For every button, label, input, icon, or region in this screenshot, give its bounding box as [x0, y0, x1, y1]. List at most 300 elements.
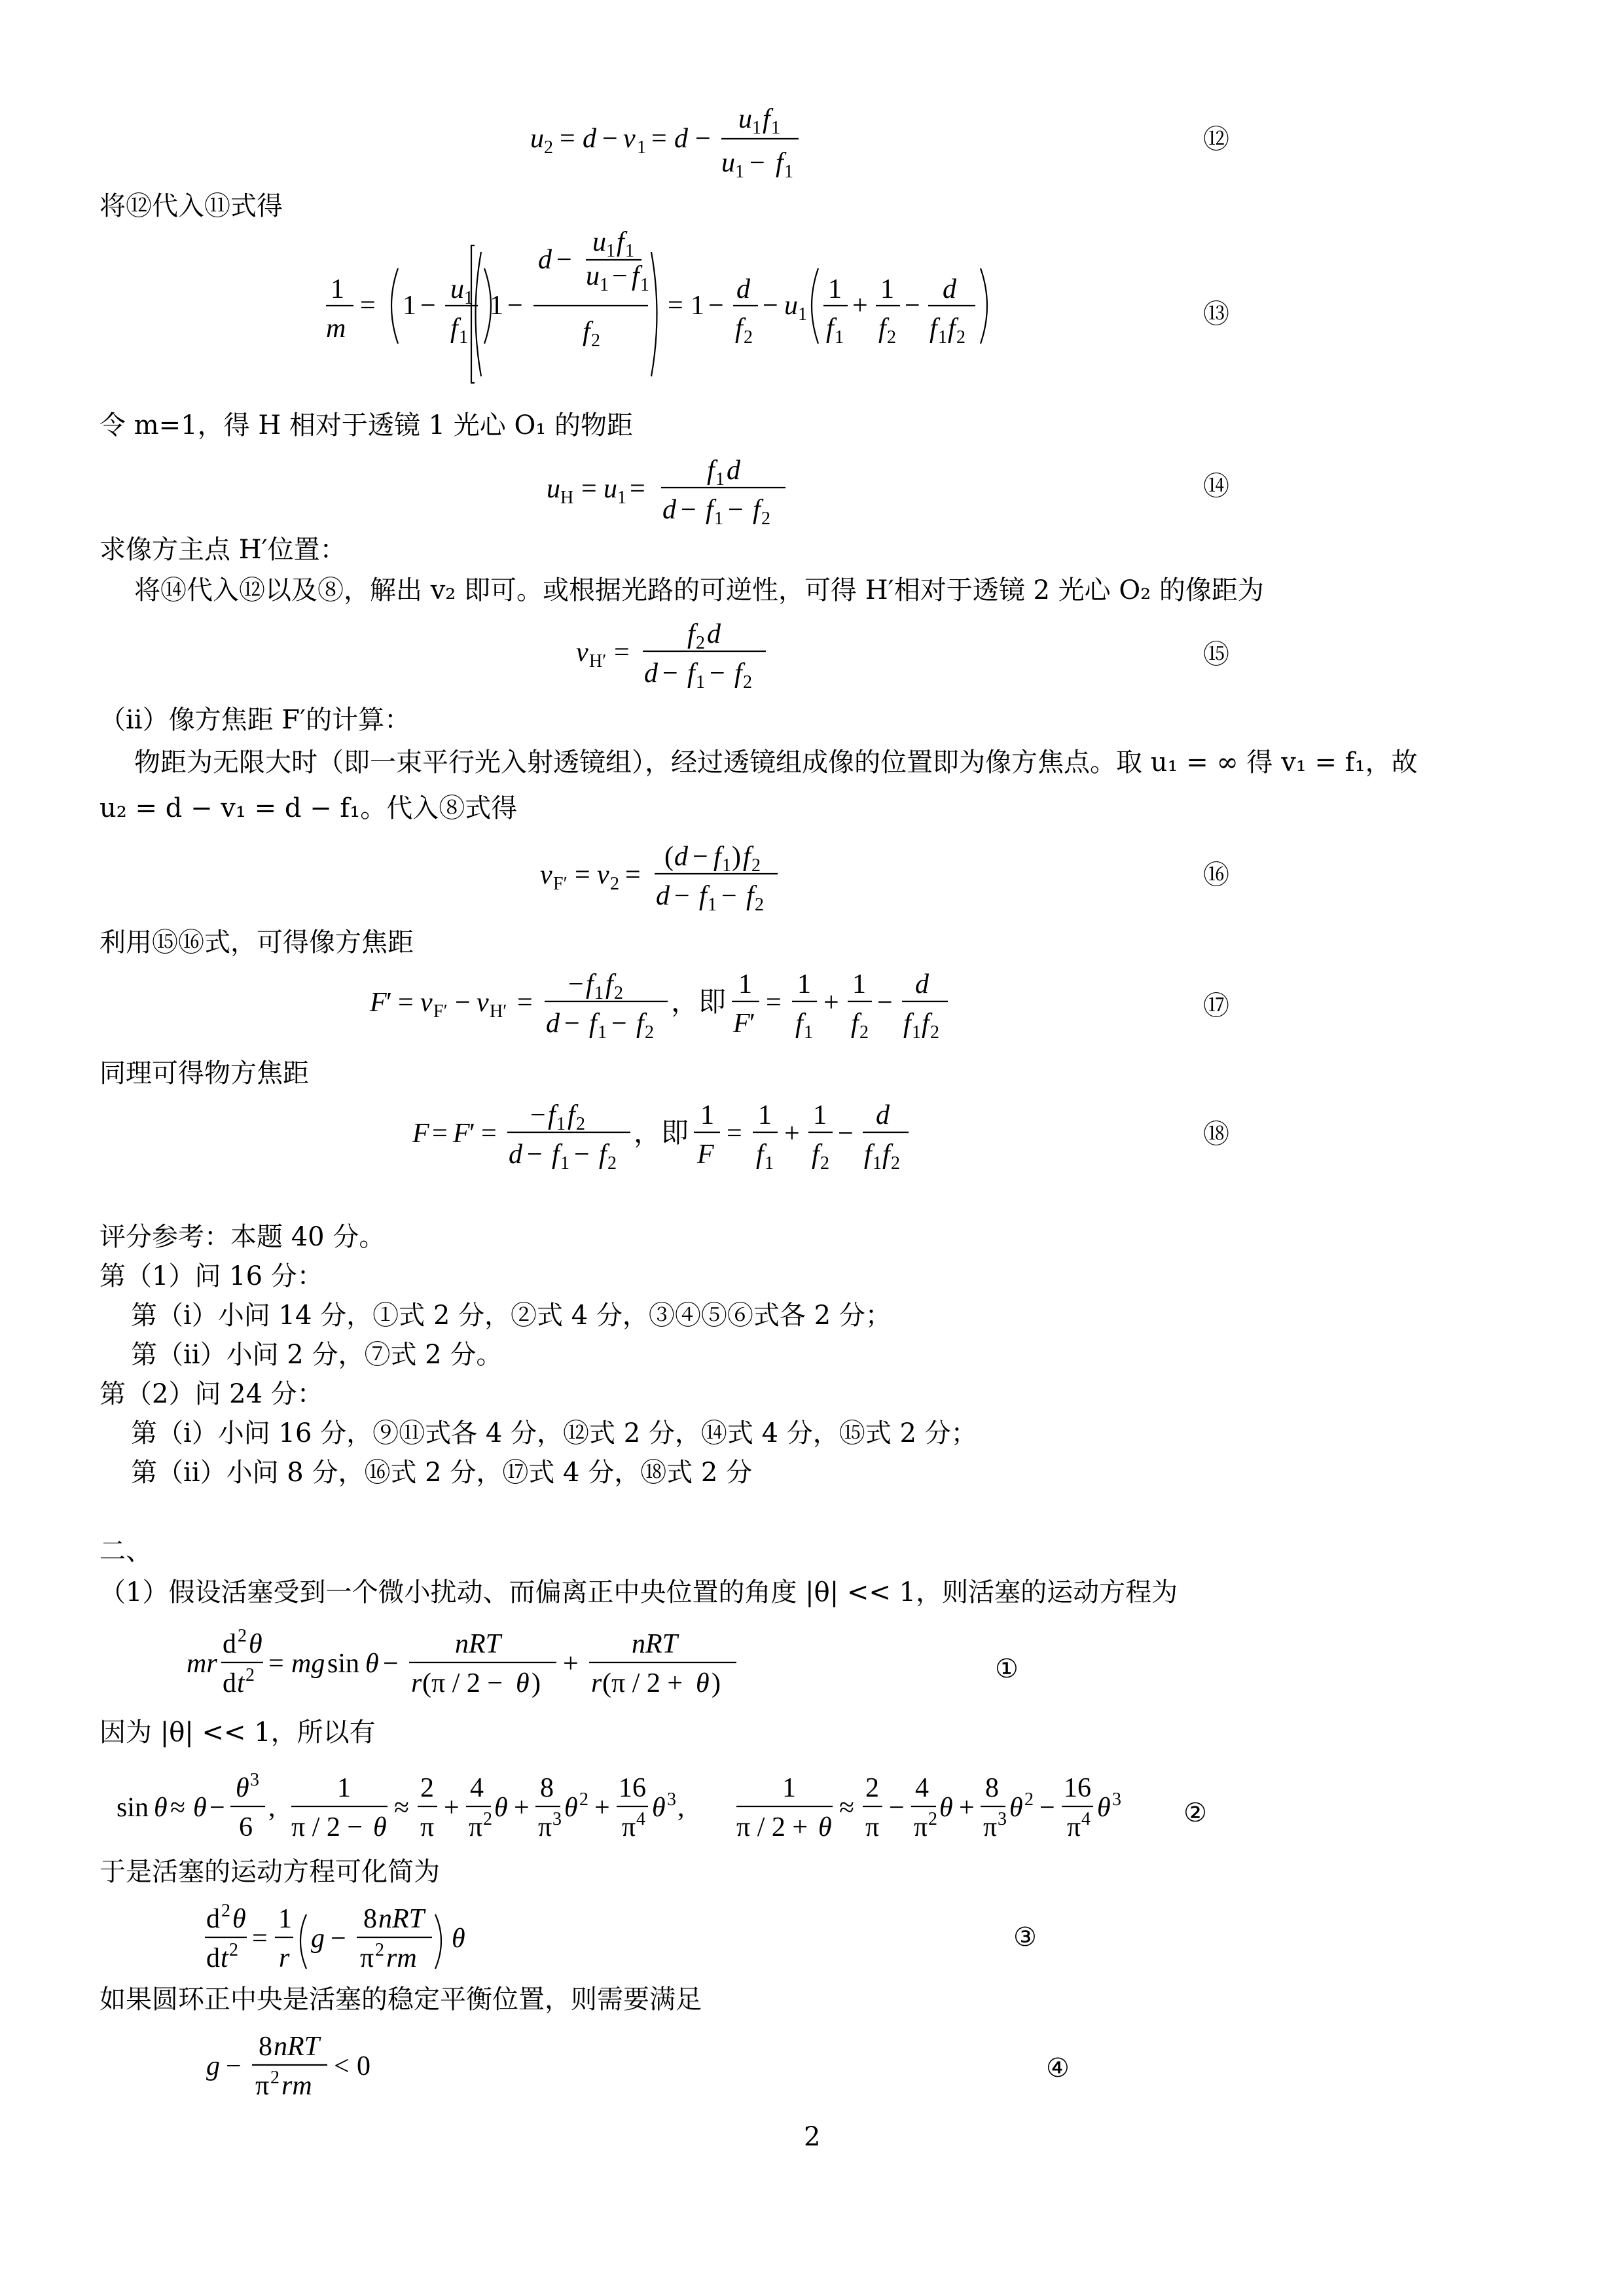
svg-text:1: 1 — [765, 1153, 774, 1174]
equation-2 — [117, 1761, 1218, 1859]
svg-text:−: − — [681, 495, 696, 525]
svg-text:1: 1 — [617, 488, 626, 508]
svg-text:4: 4 — [915, 1773, 929, 1803]
equation-12 — [157, 98, 1218, 190]
svg-text:，即: ，即 — [671, 988, 727, 1018]
svg-text:2: 2 — [743, 672, 752, 692]
svg-text:u: u — [604, 474, 617, 504]
svg-text:−: − — [226, 2051, 242, 2081]
svg-text:f: f — [795, 1009, 803, 1039]
svg-text:2: 2 — [229, 1940, 238, 1960]
svg-text:2: 2 — [1024, 1789, 1034, 1810]
svg-text:3: 3 — [250, 1770, 259, 1790]
svg-text:f: f — [713, 842, 721, 872]
svg-text:d: d — [656, 881, 670, 911]
svg-text:3: 3 — [552, 1809, 562, 1829]
svg-text:d: d — [223, 1629, 236, 1659]
svg-text:F′: F′ — [553, 874, 568, 894]
svg-text:v: v — [420, 988, 433, 1018]
paragraph: （ii）像方焦距 F′的计算： — [99, 705, 411, 735]
svg-text:d: d — [707, 619, 721, 649]
equation-3 — [157, 1892, 1218, 1983]
svg-text:−: − — [728, 495, 744, 525]
svg-text:θ: θ — [939, 1793, 953, 1823]
svg-text:=: = — [360, 291, 376, 321]
svg-text:θ: θ — [365, 1649, 379, 1679]
svg-text:−: − — [763, 291, 778, 321]
svg-text:−: − — [749, 148, 765, 178]
svg-text:d: d — [583, 124, 596, 154]
svg-text:π: π — [1067, 1812, 1081, 1842]
equation-14 — [157, 445, 1218, 530]
svg-text:2: 2 — [859, 1022, 869, 1043]
svg-text:=: = — [668, 291, 683, 321]
svg-text:4: 4 — [1081, 1809, 1091, 1829]
svg-text:2: 2 — [891, 1153, 900, 1174]
svg-text:d: d — [223, 1668, 236, 1698]
svg-text:1: 1 — [606, 241, 615, 261]
svg-text:1: 1 — [912, 1022, 921, 1043]
svg-text:3: 3 — [667, 1789, 676, 1810]
svg-text:16: 16 — [1064, 1773, 1091, 1803]
svg-text:θ: θ — [236, 1773, 249, 1803]
svg-text:1: 1 — [556, 1114, 566, 1134]
svg-text:1: 1 — [594, 983, 604, 1003]
equation-number-12: ⑫ — [1203, 124, 1229, 154]
svg-text:8: 8 — [540, 1773, 554, 1803]
scoring-line: 第（ii）小问 8 分，⑯式 2 分，⑰式 4 分，⑱式 2 分 — [131, 1458, 753, 1488]
svg-text:2: 2 — [865, 1773, 879, 1803]
svg-text:2: 2 — [761, 509, 770, 529]
svg-text:1: 1 — [804, 1022, 813, 1043]
svg-text:θ: θ — [193, 1793, 207, 1823]
svg-text:8: 8 — [363, 1904, 377, 1934]
equation-number-18: ⑱ — [1203, 1119, 1229, 1149]
svg-text:+: + — [594, 1793, 610, 1823]
svg-text:2: 2 — [591, 331, 600, 351]
svg-text:1: 1 — [560, 1153, 569, 1174]
svg-text:r: r — [279, 1943, 290, 1973]
svg-text:1: 1 — [813, 1100, 827, 1130]
svg-text:d: d — [674, 842, 688, 872]
svg-text:π: π — [538, 1812, 552, 1842]
svg-text:4: 4 — [636, 1809, 645, 1829]
svg-text:−: − — [574, 1139, 590, 1170]
svg-text:nRT: nRT — [632, 1629, 678, 1659]
svg-text:+: + — [784, 1119, 800, 1149]
svg-text:): ) — [732, 842, 741, 872]
svg-text:1: 1 — [797, 969, 811, 999]
svg-text:1: 1 — [782, 1773, 796, 1803]
svg-text:f: f — [948, 314, 956, 344]
svg-text:2: 2 — [820, 1153, 829, 1174]
svg-text:1: 1 — [278, 1904, 292, 1934]
svg-text:=: = — [398, 988, 414, 1018]
svg-text:1: 1 — [828, 274, 842, 304]
svg-text:mr: mr — [187, 1649, 217, 1679]
svg-text:=: = — [268, 1649, 284, 1679]
svg-text:+: + — [514, 1793, 530, 1823]
svg-text:−: − — [695, 124, 711, 154]
svg-text:f: f — [632, 261, 640, 291]
svg-text:θ: θ — [154, 1793, 168, 1823]
svg-text:1: 1 — [738, 969, 752, 999]
scoring-line: 第（ii）小问 2 分，⑦式 2 分。 — [131, 1340, 503, 1370]
svg-text:r: r — [591, 1668, 602, 1698]
svg-text:1: 1 — [752, 118, 761, 138]
svg-text:1: 1 — [938, 327, 947, 348]
svg-text:2: 2 — [375, 1940, 384, 1960]
svg-text:2: 2 — [930, 1022, 939, 1043]
paragraph: 因为 |θ| << 1，所以有 — [99, 1717, 376, 1748]
svg-text:2: 2 — [544, 137, 553, 158]
svg-text:f: f — [812, 1139, 820, 1170]
paragraph: 令 m=1，得 H 相对于透镜 1 光心 O₁ 的物距 — [99, 410, 634, 440]
svg-text:π / 2 +: π / 2 + — [736, 1812, 808, 1842]
svg-text:d: d — [509, 1139, 522, 1170]
svg-text:−: − — [611, 1009, 627, 1039]
svg-text:−: − — [556, 245, 572, 275]
svg-text:1: 1 — [798, 304, 807, 325]
svg-text:−: − — [905, 291, 920, 321]
svg-text:f: f — [548, 1100, 556, 1130]
svg-text:d: d — [538, 245, 552, 275]
svg-text:d: d — [915, 969, 929, 999]
scoring-title: 评分参考：本题 40 分。 — [99, 1222, 386, 1252]
svg-text:=: = — [481, 1119, 497, 1149]
page-number: 2 — [804, 2122, 821, 2152]
svg-text:f: f — [929, 314, 937, 344]
svg-text:sin: sin — [327, 1649, 360, 1679]
svg-text:2: 2 — [576, 1114, 585, 1134]
svg-text:f: f — [636, 1009, 644, 1039]
svg-text:(π / 2 −: (π / 2 − — [422, 1668, 503, 1698]
svg-text:θ: θ — [249, 1629, 262, 1659]
svg-text:−: − — [527, 1139, 543, 1170]
svg-text:π: π — [865, 1812, 880, 1842]
equation-number-1: ① — [995, 1654, 1019, 1684]
svg-text:θ: θ — [652, 1793, 666, 1823]
svg-text:π: π — [420, 1812, 435, 1842]
svg-text:u: u — [592, 227, 606, 257]
svg-text:1: 1 — [640, 275, 649, 295]
svg-text:=: = — [581, 474, 597, 504]
svg-text:f: f — [687, 658, 695, 689]
svg-text:t: t — [221, 1943, 228, 1973]
svg-text:=: = — [517, 988, 533, 1018]
svg-text:mg: mg — [291, 1649, 325, 1679]
equation-15 — [157, 609, 1218, 694]
svg-text:2: 2 — [956, 327, 965, 348]
svg-text:f: f — [735, 314, 743, 344]
svg-text:1: 1 — [691, 291, 704, 321]
svg-text:f: f — [552, 1139, 560, 1170]
svg-text:1: 1 — [771, 118, 780, 138]
svg-text:1: 1 — [708, 895, 717, 915]
svg-text:d: d — [727, 456, 740, 486]
svg-text:v: v — [540, 860, 552, 890]
svg-text:=: = — [614, 637, 630, 668]
svg-text:=: = — [651, 124, 667, 154]
svg-text:f: f — [878, 314, 886, 344]
svg-text:,: , — [677, 1793, 685, 1823]
svg-text:f: f — [882, 1139, 890, 1170]
svg-text:f: f — [583, 317, 590, 347]
svg-text:−: − — [420, 291, 436, 321]
svg-text:0: 0 — [357, 2051, 370, 2081]
svg-text:θ: θ — [452, 1924, 465, 1954]
svg-text:u: u — [586, 261, 600, 291]
svg-text:′: ′ — [469, 1119, 476, 1149]
svg-text:sin: sin — [117, 1793, 149, 1823]
svg-text:nRT: nRT — [455, 1629, 501, 1659]
section-header: 二、 — [99, 1536, 152, 1566]
svg-text:−: − — [209, 1793, 225, 1823]
svg-text:1: 1 — [637, 137, 646, 158]
svg-text:θ: θ — [1009, 1793, 1023, 1823]
svg-text:f: f — [922, 1009, 929, 1039]
svg-text:1: 1 — [758, 1100, 772, 1130]
svg-text:2: 2 — [579, 1789, 588, 1810]
svg-text:2: 2 — [744, 327, 753, 348]
svg-text:1: 1 — [873, 1153, 882, 1174]
svg-text:1: 1 — [722, 855, 731, 876]
svg-text:=: = — [432, 1119, 448, 1149]
svg-text:F: F — [697, 1139, 714, 1170]
svg-text:π: π — [255, 2071, 270, 2101]
svg-text:4: 4 — [470, 1773, 484, 1803]
svg-text:v: v — [597, 860, 609, 890]
svg-text:−: − — [693, 842, 708, 872]
svg-text:θ: θ — [494, 1793, 508, 1823]
svg-text:+: + — [444, 1793, 460, 1823]
svg-text:1: 1 — [331, 274, 344, 304]
svg-text:f: f — [851, 1009, 859, 1039]
svg-text:θ: θ — [373, 1812, 387, 1842]
svg-text:−: − — [674, 881, 690, 911]
equation-16 — [157, 831, 1218, 916]
svg-text:2: 2 — [245, 1665, 255, 1685]
svg-text:−: − — [1039, 1793, 1055, 1823]
svg-text:f: f — [599, 1139, 607, 1170]
svg-text:v: v — [623, 124, 636, 154]
svg-text:u: u — [721, 148, 735, 178]
svg-text:f: f — [707, 456, 715, 486]
svg-text:): ) — [532, 1668, 541, 1698]
svg-text:θ: θ — [1097, 1793, 1111, 1823]
svg-text:π / 2 −: π / 2 − — [291, 1812, 363, 1842]
svg-text:2: 2 — [887, 327, 896, 348]
svg-text:−: − — [662, 658, 678, 689]
svg-text:1: 1 — [835, 327, 844, 348]
svg-text:2: 2 — [270, 2068, 280, 2088]
svg-text:2: 2 — [751, 855, 761, 876]
equation-number-17: ⑰ — [1203, 991, 1229, 1021]
svg-text:16: 16 — [619, 1773, 646, 1803]
paragraph: （1）假设活塞受到一个微小扰动、而偏离正中央位置的角度 |θ| << 1，则活塞的运动方程为 — [99, 1577, 1178, 1607]
paragraph: 同理可得物方焦距 — [99, 1058, 309, 1088]
svg-text:d: d — [943, 274, 956, 304]
svg-text:rm: rm — [281, 2071, 312, 2101]
svg-text:f: f — [568, 1100, 575, 1130]
svg-text:≈: ≈ — [394, 1793, 410, 1823]
equation-number-13: ⑬ — [1203, 299, 1229, 329]
svg-text:u: u — [450, 274, 464, 304]
svg-text:f: f — [706, 495, 713, 525]
scoring-line: 第（2）问 24 分： — [99, 1379, 323, 1409]
svg-text:−: − — [708, 291, 724, 321]
svg-text:−: − — [564, 1009, 580, 1039]
svg-text:v: v — [576, 637, 588, 668]
svg-text:(π / 2 +: (π / 2 + — [602, 1668, 683, 1698]
equation-number-2: ② — [1183, 1798, 1207, 1828]
svg-text:6: 6 — [239, 1812, 253, 1842]
svg-text:1: 1 — [598, 1022, 607, 1043]
svg-text:θ: θ — [818, 1812, 832, 1842]
svg-text:1: 1 — [625, 241, 634, 261]
svg-text:d: d — [644, 658, 658, 689]
svg-text:π: π — [469, 1812, 483, 1842]
svg-text:1: 1 — [600, 275, 609, 295]
svg-text:=: = — [727, 1119, 742, 1149]
svg-text:d: d — [876, 1100, 890, 1130]
svg-text:1: 1 — [490, 291, 503, 321]
svg-text:f: f — [589, 1009, 597, 1039]
equation-number-14: ⑭ — [1203, 471, 1229, 501]
svg-text:2: 2 — [420, 1773, 434, 1803]
svg-text:2: 2 — [928, 1809, 937, 1829]
svg-text:−: − — [507, 291, 523, 321]
svg-text:1: 1 — [784, 162, 793, 182]
svg-text:1: 1 — [337, 1773, 351, 1803]
svg-text:θ: θ — [696, 1668, 710, 1698]
svg-text:f: f — [743, 842, 751, 872]
svg-text:1: 1 — [852, 969, 866, 999]
scoring-line: 第（i）小问 16 分，⑨⑪式各 4 分，⑫式 2 分，⑭式 4 分，⑮式 2 分； — [131, 1418, 977, 1448]
svg-text:−: − — [612, 261, 628, 291]
svg-text:f: f — [903, 1009, 911, 1039]
svg-text:′: ′ — [749, 1009, 756, 1039]
paragraph: 物距为无限大时（即一束平行光入射透镜组），经过透镜组成像的位置即为像方焦点。取 u₁ = ∞ 得 v₁ = f₁，故 — [134, 747, 1418, 778]
svg-text:2: 2 — [483, 1809, 492, 1829]
svg-text:f: f — [776, 148, 784, 178]
svg-text:8: 8 — [259, 2032, 272, 2062]
svg-text:g: g — [311, 1924, 325, 1954]
svg-text:rm: rm — [386, 1943, 417, 1973]
svg-text:d: d — [206, 1904, 220, 1934]
svg-text:f: f — [763, 104, 770, 134]
svg-text:1: 1 — [700, 1100, 714, 1130]
svg-text:F: F — [412, 1119, 429, 1149]
equation-18 — [157, 1090, 1218, 1175]
svg-text:nRT: nRT — [274, 2032, 320, 2062]
svg-text:−: − — [530, 1100, 546, 1130]
svg-text:f: f — [450, 314, 458, 344]
svg-text:2: 2 — [696, 633, 705, 653]
svg-text:−: − — [383, 1649, 399, 1679]
svg-text:f: f — [746, 881, 754, 911]
svg-text:π: π — [983, 1812, 998, 1842]
svg-text:−: − — [877, 988, 893, 1018]
svg-text:2: 2 — [221, 1901, 230, 1921]
svg-text:1: 1 — [714, 509, 723, 529]
svg-text:d: d — [662, 495, 676, 525]
equation-13 — [157, 227, 1218, 396]
svg-text:2: 2 — [238, 1626, 247, 1646]
svg-text:m: m — [326, 314, 346, 344]
equation-number-3: ③ — [1013, 1922, 1037, 1952]
scoring-line: 第（1）问 16 分： — [99, 1261, 323, 1291]
svg-text:f: f — [826, 314, 834, 344]
svg-text:3: 3 — [1112, 1789, 1121, 1810]
svg-text:1: 1 — [880, 274, 894, 304]
svg-text:θ: θ — [232, 1904, 246, 1934]
svg-text:d: d — [206, 1943, 220, 1973]
paragraph: 将⑭代入⑫以及⑧，解出 v₂ 即可。或根据光路的可逆性，可得 H′相对于透镜 2 光心 O₂ 的像距为 — [134, 575, 1264, 605]
svg-text:f: f — [756, 1139, 764, 1170]
equation-number-4: ④ — [1046, 2053, 1070, 2083]
svg-text:u: u — [738, 104, 752, 134]
svg-text:f: f — [617, 227, 624, 257]
svg-text:=: = — [630, 474, 645, 504]
svg-text:d: d — [546, 1009, 560, 1039]
svg-text:≈: ≈ — [170, 1793, 186, 1823]
svg-text:2: 2 — [755, 895, 764, 915]
equation-1 — [157, 1617, 1218, 1708]
svg-text:1: 1 — [403, 291, 416, 321]
paragraph: 利用⑮⑯式，可得像方焦距 — [99, 927, 414, 958]
svg-text:=: = — [560, 124, 575, 154]
svg-text:f: f — [753, 495, 761, 525]
svg-text:F: F — [453, 1119, 470, 1149]
svg-text:): ) — [712, 1668, 721, 1698]
svg-text:u: u — [784, 291, 798, 321]
svg-text:F: F — [370, 988, 387, 1018]
paragraph: u₂ = d − v₁ = d − f₁。代入⑧式得 — [99, 793, 518, 823]
scoring-line: 第（i）小问 14 分，①式 2 分，②式 4 分，③④⑤⑥式各 2 分； — [131, 1300, 892, 1331]
svg-text:r: r — [411, 1668, 422, 1698]
svg-text:=: = — [575, 860, 590, 890]
svg-text:π: π — [360, 1943, 374, 1973]
svg-text:θ: θ — [564, 1793, 578, 1823]
svg-text:,: , — [268, 1793, 276, 1823]
svg-text:2: 2 — [614, 983, 623, 1003]
svg-text:H′: H′ — [589, 651, 607, 672]
svg-text:g: g — [206, 2051, 220, 2081]
svg-text:t: t — [237, 1668, 245, 1698]
svg-text:2: 2 — [645, 1022, 654, 1043]
svg-text:+: + — [959, 1793, 975, 1823]
svg-text:−: − — [568, 969, 584, 999]
svg-text:H: H — [560, 488, 574, 508]
svg-text:−: − — [710, 658, 725, 689]
paragraph: 求像方主点 H′位置： — [99, 535, 346, 565]
svg-text:nRT: nRT — [378, 1904, 425, 1934]
svg-text:f: f — [734, 658, 742, 689]
svg-text:d: d — [674, 124, 688, 154]
svg-text:1: 1 — [696, 672, 705, 692]
svg-text:−: − — [455, 988, 471, 1018]
svg-text:8: 8 — [985, 1773, 999, 1803]
svg-text:θ: θ — [516, 1668, 530, 1698]
svg-text:−: − — [331, 1924, 346, 1954]
svg-text:3: 3 — [998, 1809, 1007, 1829]
equation-17 — [157, 959, 1218, 1044]
svg-text:(: ( — [664, 842, 674, 872]
svg-text:f: f — [605, 969, 613, 999]
svg-text:=: = — [625, 860, 641, 890]
svg-text:F′: F′ — [433, 1001, 448, 1022]
